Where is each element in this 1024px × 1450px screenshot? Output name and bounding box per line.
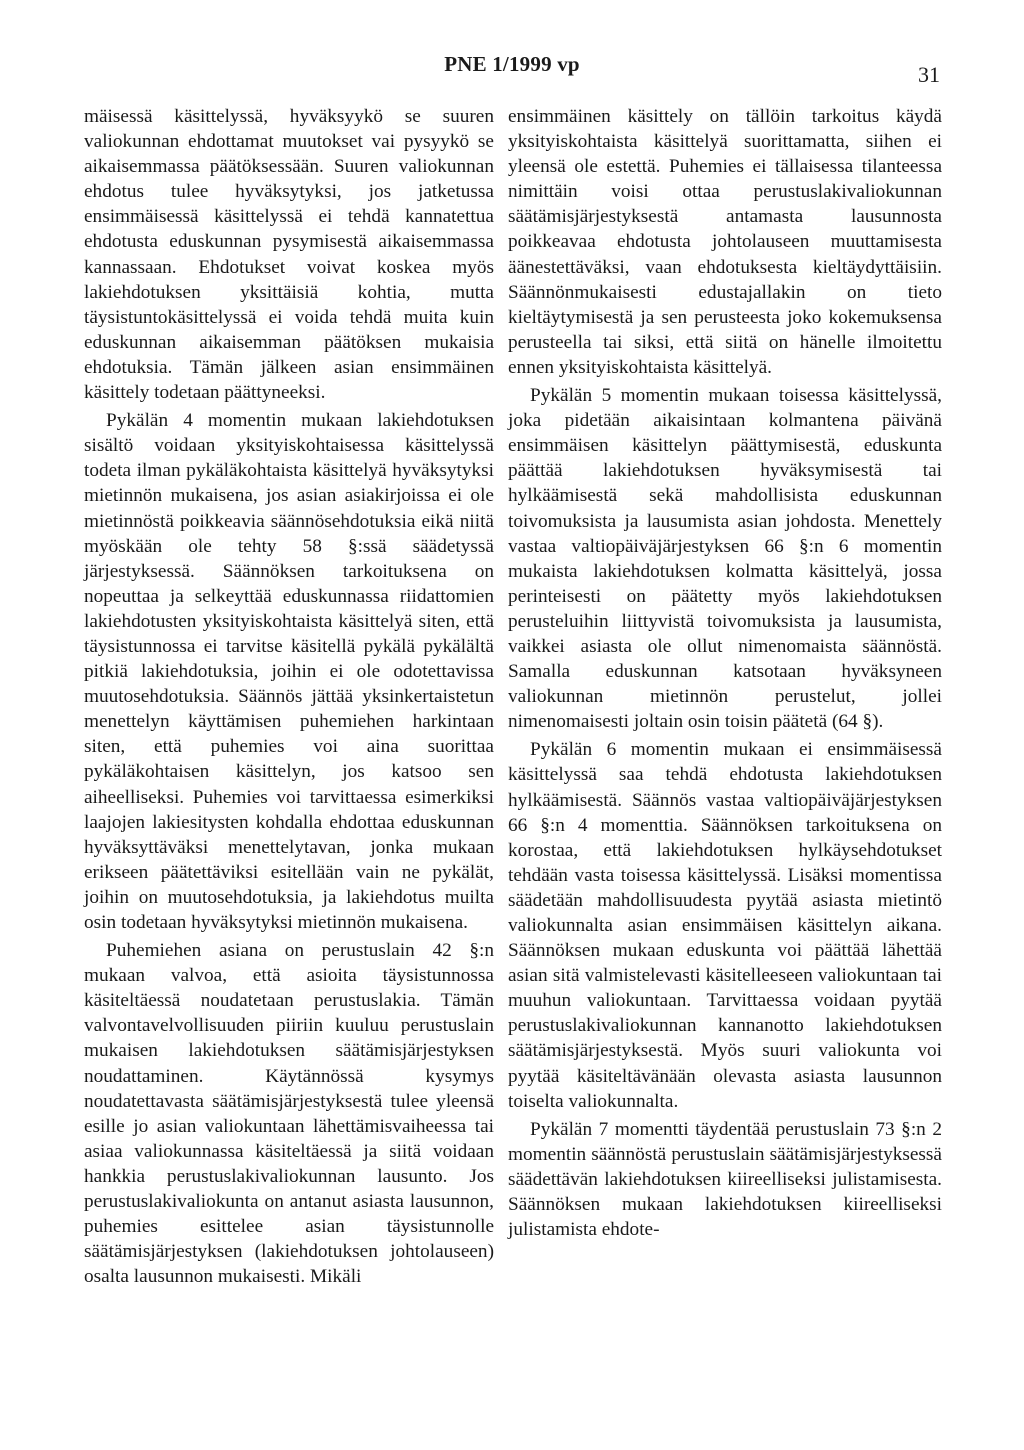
paragraph: Pykälän 5 momentin mukaan toisessa käsittelyssä, joka pidetään aikaisintaan kolmantena päivänä ensimmäisen käsittelyn päättymisestä, eduskunta päättää lakiehdotuksen hyväksymisestä tai hylkäämisestä sekä mahdollisista eduskunnan toivomuksista ja lausumista asian johdosta. Menettely vastaa valtiopäiväjärjestyksen 66 §:n 6 momentin mukaista lakiehdotuksen kolmatta käsittelyä, jossa perinteisesti on päätetty myös lakiehdotuksen perusteluihin liittyvistä toivomuksista ja lausumista, vaikkei asiasta ole ollut nimenomaista säännöstä. Samalla eduskunnan katsotaan hyväksyneen valiokunnan mietinnön perustelut, jollei nimenomaisesti joltain osin toisin päätetä (64 §). [508,385,942,733]
paragraph: Pykälän 4 momentin mukaan lakiehdotuksen sisältö voidaan yksityiskohtaisessa käsittelyssä todeta ilman pykäläkohtaista käsittelyä hyväksytyksi mietinnön mukaisena, jos asian asiakirjoissa ei ole mietinnöstä poikkeavia säännösehdotuksia eikä niitä myöskään ole tehty 58 §:ssä säädetyssä järjestyksessä. Säännöksen tarkoituksena on nopeuttaa ja selkeyttää eduskunnassa riidattomien lakiehdotusten yksityiskohtaista käsittelyä siten, että täysistunnossa ei tarvitse käsitellä pykälä pykälältä pitkiä lakiehdotuksia, joihin ei ole odotettavissa muutosehdotuksia. Säännös jättää yksinkertaistetun menettelyn käyttämisen puhemiehen harkintaan siten, että puhemies voi aina suorittaa pykäläkohtaisen käsittelyn, jos katsoo sen aiheelliseksi. Puhemies voi tarvittaessa esimerkiksi laajojen lakiesitysten kohdalla ehdottaa eduskunnan hyväksyttäväksi menettelytavan, jonka mukaan erikseen päätettäviksi esitellään vain ne pykälät, joihin on muutosehdotuksia, ja lakiehdotus muilta osin todetaan hyväksytyksi mietinnön mukaisena. [84,410,494,933]
right-text-column [508,104,942,1242]
document-identifier: PNE 1/1999 vp [444,52,580,76]
page-number: 31 [918,62,940,87]
paragraph: Pykälän 7 momentti täydentää perustuslain 73 §:n 2 momentin säännöstä perustuslain säätämisjärjestyksessä säädettävän lakiehdotuksen kiireelliseksi julistamisesta. Säännöksen mukaan lakiehdotuksen kiireelliseksi julistamista ehdote- [508,1118,942,1241]
paragraph: mäisessä käsittelyssä, hyväksyykö se suuren valiokunnan ehdottamat muutokset vai pysyykö se aikaisemmassa päätöksessään. Suuren valiokunnan ehdotus tulee hyväksytyksi, jos jatketussa ensimmäisessä käsittelyssä ei tehdä kannatettua ehdotusta eduskunnan pysymisestä aikaisemmassa kannassaan. Ehdotukset voivat koskea myös lakiehdotuksen yksittäisiä kohtia, mutta täysistuntokäsittelyssä ei voida tehdä muita kuin eduskunnan aikaisemman päätöksen mukaisia ehdotuksia. Tämän jälkeen asian ensimmäinen käsittely todetaan päättyneeksi. [84,106,494,404]
paragraph: ensimmäinen käsittely on tällöin tarkoitus käydä yksityiskohtaista käsittelyä suorittamatta, siihen ei yleensä ole estettä. Puhemies ei tällaisessa tilanteessa nimittäin voisi ottaa perustuslakivaliokunnan säätämisjärjestyksestä antamasta lausunnosta poikkeavaa ehdotusta johtolauseen muuttamisesta äänestettäväksi, vaan ehdotuksesta kieltäydyttäisiin. Säännönmukaisesti edustajallakin on tieto kieltäytymisestä ja sen perusteesta joko kokemuksensa perusteella tai siksi, että siitä on hänelle ilmoitettu ennen yksityiskohtaista käsittelyä. [508,106,942,378]
paragraph: Puhemiehen asiana on perustuslain 42 §:n mukaan valvoa, että asioita täysistunnossa käsiteltäessä noudatetaan perustuslakia. Tämän valvontavelvollisuuden piiriin kuuluu perustuslain mukaisen lakiehdotuksen säätämisjärjestyksen noudattaminen. Käytännössä kysymys noudatettavasta säätämisjärjestyksestä tulee yleensä esille jo asian valiokuntaan lähettämisvaiheessa tai asiaa valiokunnassa käsiteltäessä ja siitä voidaan hankkia perustuslakivaliokunnan lausunto. Jos perustuslakivaliokunta on antanut asiasta lausunnon, puhemies esittelee asian täysistunnolle säätämisjärjestyksen (lakiehdotuksen johtolauseen) osalta lausunnon mukaisesti. Mikäli [84,940,494,1288]
running-header [0,48,1024,88]
paragraph: Pykälän 6 momentin mukaan ei ensimmäisessä käsittelyssä saa tehdä ehdotusta lakiehdotuksen hylkäämisestä. Säännös vastaa valtiopäiväjärjestyksen 66 §:n 4 momenttia. Säännöksen tarkoituksena on korostaa, että lakiehdotuksen hylkäysehdotukset tehdään vasta toisessa käsittelyssä. Lisäksi momentissa säädetään mahdollisuudesta pyytää asiasta mietintö valiokunnalta asian ensimmäisen käsittelyn aikana. Säännöksen mukaan eduskunta voi päättää lähettää asian sitä valmistelevasti käsitelleeseen valiokuntaan tai muuhun valiokuntaan. Tarvittaessa voidaan pyytää perustuslakivaliokunnan kannanotto lakiehdotuksen säätämisjärjestyksestä. Myös suuri valiokunta voi pyytää käsiteltävänään olevasta asiasta lausunnon toiselta valiokunnalta. [508,739,942,1112]
left-text-column [84,104,494,1289]
